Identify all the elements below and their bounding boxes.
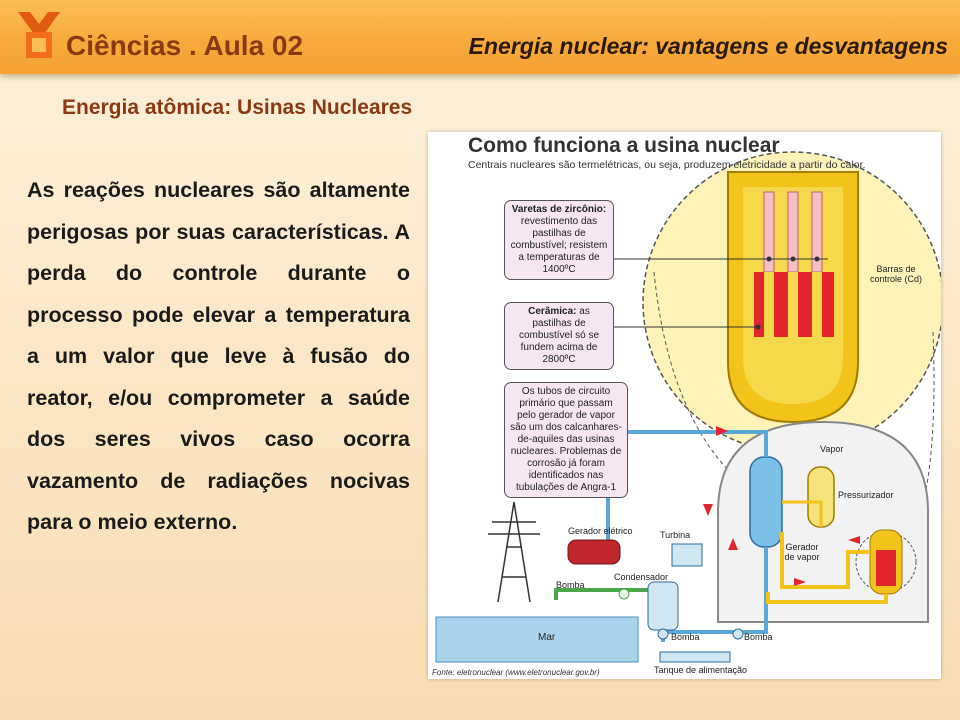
label-gerador-eletrico: Gerador elétrico [568,526,633,536]
label-bomba-1: Bomba [556,580,585,590]
label-condensador: Condensador [614,572,669,582]
figure-title: Como funciona a usina nuclear [468,134,780,157]
label-mar: Mar [538,632,556,643]
section-title: Energia atômica: Usinas Nucleares [62,96,413,119]
label-vapor: Vapor [820,444,844,454]
label-tanque: Tanque de alimentação [654,665,748,675]
callout-varetas [504,200,614,280]
callout-varetas-title: Varetas de zircônio: [511,204,607,215]
label-pressurizador: Pressurizador [838,490,894,500]
label-barras: Barras de controle (Cd) [869,264,923,284]
label-gerador-vapor: Gerador de vapor [784,542,820,562]
figure-subtitle: Centrais nucleares são termelétricas, ou seja, produzem eletricidade a partir do calor. [468,159,866,171]
header-bar [0,0,960,74]
callout-varetas-text: revestimento das pastilhas de combustível; resistem a temperaturas de 1400ºC [510,216,608,275]
logo-icon [14,8,64,64]
label-bomba-2: Bomba [671,632,700,642]
callout-ceramica-title: Cerâmica: [528,306,577,317]
body-paragraph: As reações nucleares são altamente perigosas por suas características. A perda do controle durante o processo pode elevar a temperatura a um valor que leve à fusão do reator, e/ou comprometer a saúde dos seres vivos caso ocorra vazamento de radiações nocivas para o meio externo. [27,178,410,534]
course-title: Ciências . Aula 02 [66,30,304,61]
label-bomba-3: Bomba [744,632,773,642]
subject-title: Energia nuclear: vantagens e desvantagens [468,33,948,59]
nuclear-plant-diagram [428,132,941,679]
label-turbina: Turbina [660,530,691,540]
callout-tubos [504,382,628,498]
callout-ceramica-text: as pastilhas de combustível só se fundem acima de 2800ºC [518,306,600,365]
callout-tubos-text: Os tubos de circuito primário que passam pelo gerador de vapor são um dos calcanhares-de-aquiles das usinas nucleares. Problemas de corrosão já foram identificados nas tubulações de Angra-1 [510,386,622,493]
figure-source: Fonte: eletronuclear (www.eletronuclear.gov.br) [432,668,600,677]
callout-ceramica [504,302,614,370]
